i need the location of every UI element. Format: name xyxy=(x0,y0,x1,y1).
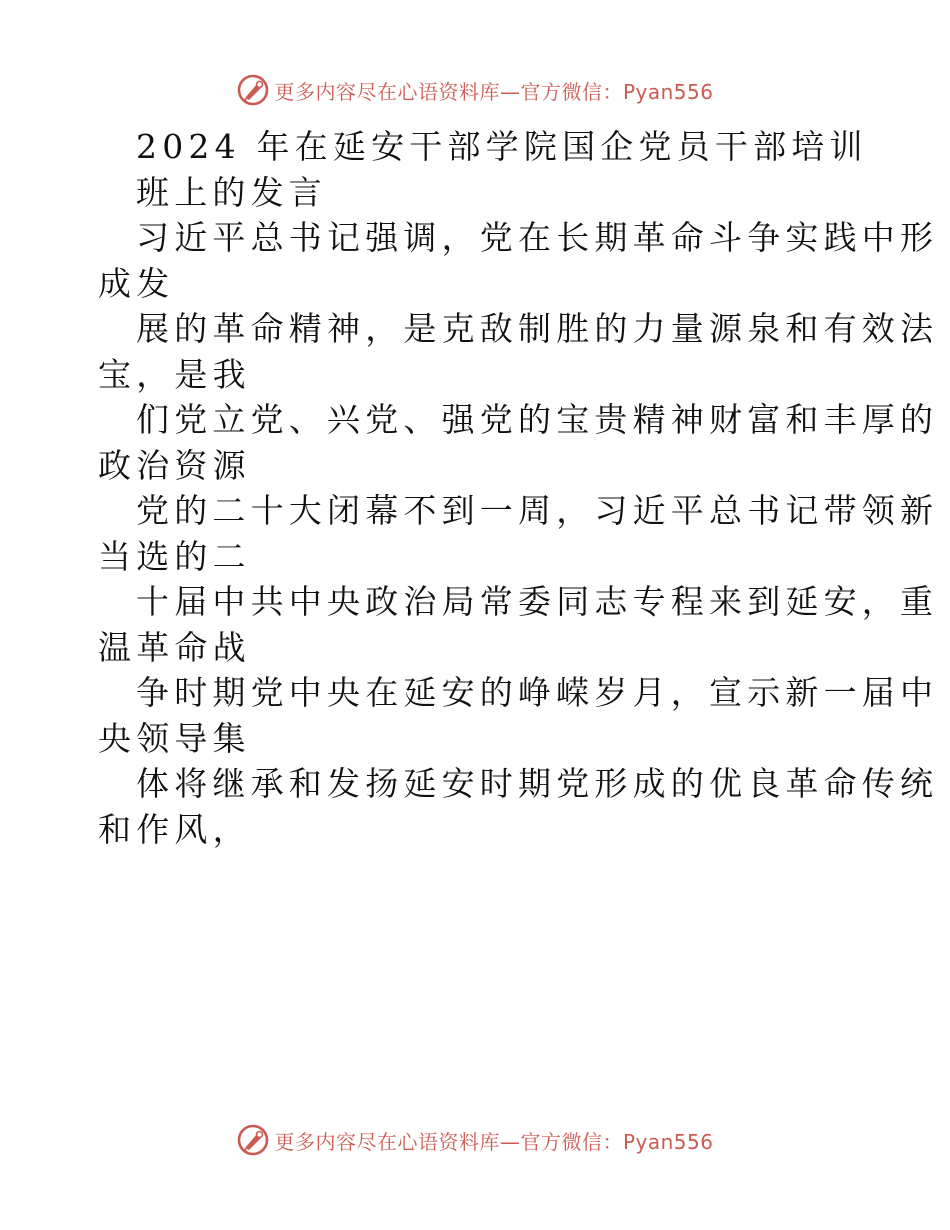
paragraph-line: 展的革命精神，是克敌制胜的力量源泉和有效法 xyxy=(136,309,939,348)
paragraph-line: 体将继承和发扬延安时期党形成的优良革命传统 xyxy=(136,764,939,803)
paragraph-line: 们党立党、兴党、强党的宝贵精神财富和丰厚的 xyxy=(136,400,939,439)
paragraph-line: 十届中共中央政治局常委同志专程来到延安，重 xyxy=(136,582,939,621)
paragraph-line: 温革命战 xyxy=(98,627,251,667)
paragraph-line: 宝，是我 xyxy=(98,354,251,394)
paragraph-line: 成发 xyxy=(98,263,175,303)
footer-banner-text: 更多内容尽在心语资料库—官方微信：Pyan556 xyxy=(274,1129,714,1154)
pen-circle-logo-icon xyxy=(236,1123,270,1157)
paragraph-line: 习近平总书记强调，党在长期革命斗争实践中形 xyxy=(136,218,939,257)
pen-circle-logo-icon xyxy=(236,73,270,107)
document-title-line: 2024 年在延安干部学院国企党员干部培训 xyxy=(136,127,868,166)
paragraph-line: 央领导集 xyxy=(98,718,251,758)
paragraph-line: 政治资源 xyxy=(98,445,251,485)
header-banner-text: 更多内容尽在心语资料库—官方微信：Pyan556 xyxy=(274,79,714,104)
document-title-line: 班上的发言 xyxy=(136,172,327,212)
header-banner xyxy=(0,73,950,107)
paragraph-line: 当选的二 xyxy=(98,536,251,576)
document-body xyxy=(98,124,939,852)
paragraph-line: 和作风， xyxy=(98,809,251,849)
paragraph-line: 争时期党中央在延安的峥嵘岁月，宣示新一届中 xyxy=(136,673,939,712)
footer-banner xyxy=(0,1123,950,1157)
paragraph-line: 党的二十大闭幕不到一周，习近平总书记带领新 xyxy=(136,491,939,530)
